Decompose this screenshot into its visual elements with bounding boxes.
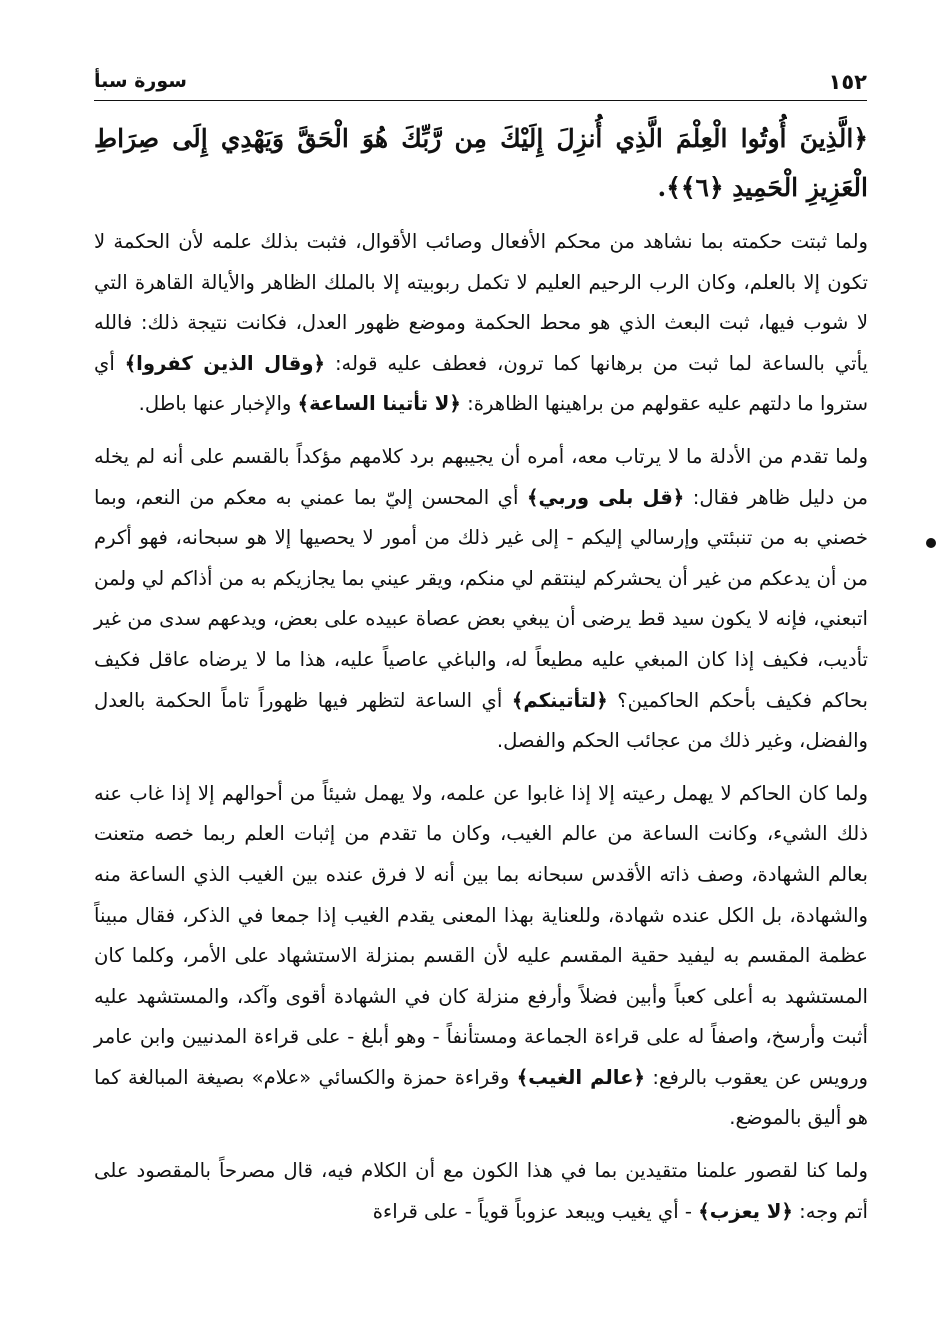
quote-highlight: ﴿لا تأتينا الساعة﴾ [297, 392, 461, 416]
quote-highlight: ﴿لا يعزب﴾ [698, 1199, 793, 1223]
paragraph-3 [94, 774, 868, 1139]
quote-highlight: ﴿قل بلى وربي﴾ [526, 485, 685, 509]
paragraph-text: ولما كنا لقصور علمنا متقيدين بما في هذا الكون مع أن الكلام فيه، قال مصرحاً بالمقصود على أتم وجه: [94, 1159, 868, 1223]
paragraph-text: أي الساعة لتظهر فيها ظهوراً تاماً الحكمة بالعدل والفضل، وغير ذلك من عجائب الحكم والفصل. [94, 688, 868, 753]
paragraph-text: وقراءة حمزة والكسائي «علام» بصيغة المبالغة كما هو أليق بالموضع. [94, 1065, 868, 1130]
paragraph-text: والإخبار عنها باطل. [138, 392, 292, 416]
page-body [94, 114, 868, 1244]
paragraph-text: ولما كان الحاكم لا يهمل رعيته إلا إذا غابوا عن علمه، ولا يهمل شيئاً من أحوالهم إلا إذا غاب عنه ذلك الشيء، وكانت الساعة من عالم الغيب، وكان ما تقدم من إثبات العلم ربما خصه متعنت بعالم الشهادة، وصف ذاته الأقدس سبحانه بما بين أنه لا فرق عنده بين الغيب الذي الساعة منه والشهادة، بل الكل عنده شهادة، وللعناية بهذا المعنى يقدم الغيب إذا جمعا في الذكر، فقال مبيناً عظمة المقسم به ليفيد حقية المقسم عليه لأن القسم بمنزلة الاستشهاد على الأمر، وكلما كان المستشهد به أعلى كعباً وأبين فضلاً وأرفع منزلة كان في الشهادة أقوى وآكد، والمستشهد عليه أثبت وأرسخ، واصفاً له على قراءة الجماعة ومستأنفاً - وهو أبلغ - على قراءة المدنيين وابن عامر ورويس عن يعقوب بالرفع: [94, 781, 869, 1089]
quote-highlight: ﴿لتأتينكم﴾ [511, 688, 608, 712]
quran-verse [94, 114, 868, 212]
margin-dot [926, 538, 936, 548]
paragraph-text: أي المحسن إليّ بما عمني به معكم من النعم، وبما خصني به من تنبئتي وإرسالي إليكم - إلى غير ذلك من أمور لا يحصيها إلا هو سبحانه، فهو أكرم من أن يدعكم من غير أن يحشركم لينتقم لي منكم، ويقر عيني بما يجازيكم به من أذاكم لي ولمن اتبعني، فإنه لا يكون سيد قط يرضى أن يبغي بعض عصاة عبيده على بعض، ويدعهم سدى من غير تأديب، فكيف إذا كان المبغي عليه مطيعاً له، والباغي عاصياً عليه، هذا ما لا يرضاه عاقل فكيف بحاكم فكيف بأحكم الحاكمين؟ [94, 485, 868, 712]
verse-text: ﴿الَّذِينَ أُوتُوا الْعِلْمَ الَّذِي أُنزِلَ إِلَيْكَ مِن رَّبِّكَ هُوَ الْحَقَّ وَيَهْدِي إِلَى صِرَاطِ الْعَزِيزِ الْحَمِيدِ ﴿٦﴾ [94, 124, 868, 202]
page-header [94, 68, 867, 101]
paragraph-text: - أي يغيب ويبعد عزوباً قوياً - على قراءة [372, 1199, 692, 1223]
paragraph-1 [94, 222, 868, 425]
paragraph-text: ولما تقدم من الأدلة ما لا يرتاب معه، أمره أن يجيبهم برد كلامهم مؤكداً بالقسم على أنه لم يخله من دليل ظاهر فقال: [94, 444, 868, 509]
page-number: ١٥٢ [828, 70, 867, 94]
paragraph-2 [94, 437, 868, 762]
quote-highlight: ﴿وقال الذين كفروا﴾ [124, 351, 326, 375]
verse-end: ﴾. [657, 173, 681, 202]
quote-highlight: ﴿عالم الغيب﴾ [516, 1065, 646, 1089]
surah-title: سورة سبأ [94, 70, 187, 92]
paragraph-text: ولما ثبتت حكمته بما نشاهد من محكم الأفعال وصائب الأقوال، فثبت بذلك علمه لأن الحكمة لا تكون إلا بالعلم، وكان الرب الرحيم العليم لا تكمل ربوبيته إلا بالملك الظاهر والأيالة القاهرة التي لا شوب فيها، ثبت البعث الذي هو محط الحكمة وموضع ظهور العدل، فكانت نتيجة ذلك: فالله يأتي بالساعة لما ثبت من برهانها كما ترون، فعطف عليه قوله: [94, 230, 869, 375]
paragraph-text: أي ستروا ما دلتهم عليه عقولهم من براهينها الظاهرة: [94, 351, 868, 416]
paragraph-4 [94, 1151, 868, 1232]
